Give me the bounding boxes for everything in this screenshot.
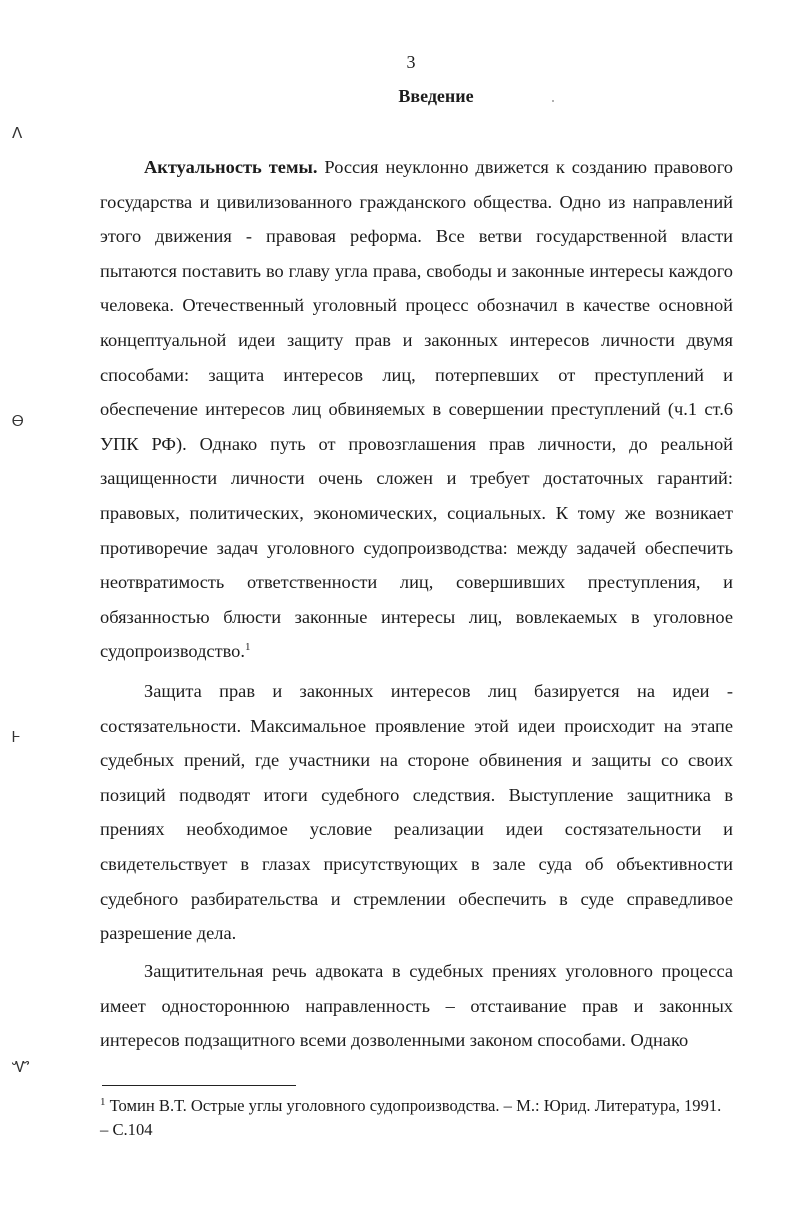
footnote-reference[interactable]: 1 — [244, 641, 251, 654]
footnote-divider — [102, 1085, 296, 1086]
paragraph-body: Россия неуклонно движется к созданию правового государства и цивилизованного гражданского общества. Одно из направлений этого движения - правовая реформа. Все ветви государственной власти пытаются поставить во главу угла права, свободы и законные интересы каждого человека. Отечественный уголовный процесс обозначил в качестве основной концептуальной идеи защиту прав и законных интересов личности двумя способами: защита интересов лиц, потерпевших от преступлений и обеспечение интересов лиц обвиняемых в совершении преступлений (ч.1 ст.6 УПК РФ). Однако путь от провозглашения прав личности, до реальной защищенности личности очень сложен и требует достаточных гарантий: правовых, политических, экономических, социальных. К тому же возникает противоречие задач уголовного судопроизводства: между задачей обеспечить неотвратимость ответственности лиц, совершивших преступления, и обязанностью блюсти законные интересы лиц, вовлекаемых в уголовное судопроизводство. — [100, 157, 733, 662]
margin-mark: Ꮎ — [12, 412, 24, 430]
paragraph-2 — [100, 674, 733, 951]
footnote-number: 1 — [100, 1096, 106, 1108]
scan-speck — [552, 100, 554, 102]
paragraph-text: Защита прав и законных интересов лиц базируется на идеи - состязательности. Максимальное проявление этой идеи происходит на этапе судебных прений, где участники на стороне обвинения и защиты со своих позиций подводят итоги судебного следствия. Выступление защитника в прениях необходимое условие реализации идеи состязательности и свидетельствует в глазах присутствующих в зале суда об объективности судебного разбирательства и стремлении обеспечить в суде справедливое разрешение дела. — [100, 681, 733, 944]
paragraph-lead: Актуальность темы. — [144, 157, 318, 177]
paragraph-text — [100, 150, 733, 669]
paragraph-text: Защитительная речь адвоката в судебных прениях уголовного процесса имеет одностороннюю направленность – отстаивание прав и законных интересов подзащитного всеми дозволенными законом способами. Однако — [100, 961, 733, 1051]
footnote-text: Томин В.Т. Острые углы уголовного судопроизводства. – М.: Юрид. Литература, 1991. – С.104 — [100, 1096, 722, 1139]
margin-mark: Ꮙ — [12, 1058, 30, 1076]
paragraph-1 — [100, 150, 733, 669]
paragraph-3 — [100, 954, 733, 1058]
margin-mark: ⴷ — [12, 124, 23, 142]
page-title: Введение — [398, 86, 474, 106]
margin-mark: Ꮀ — [12, 728, 20, 746]
footnote — [100, 1094, 730, 1142]
page-number: 3 — [406, 52, 416, 72]
